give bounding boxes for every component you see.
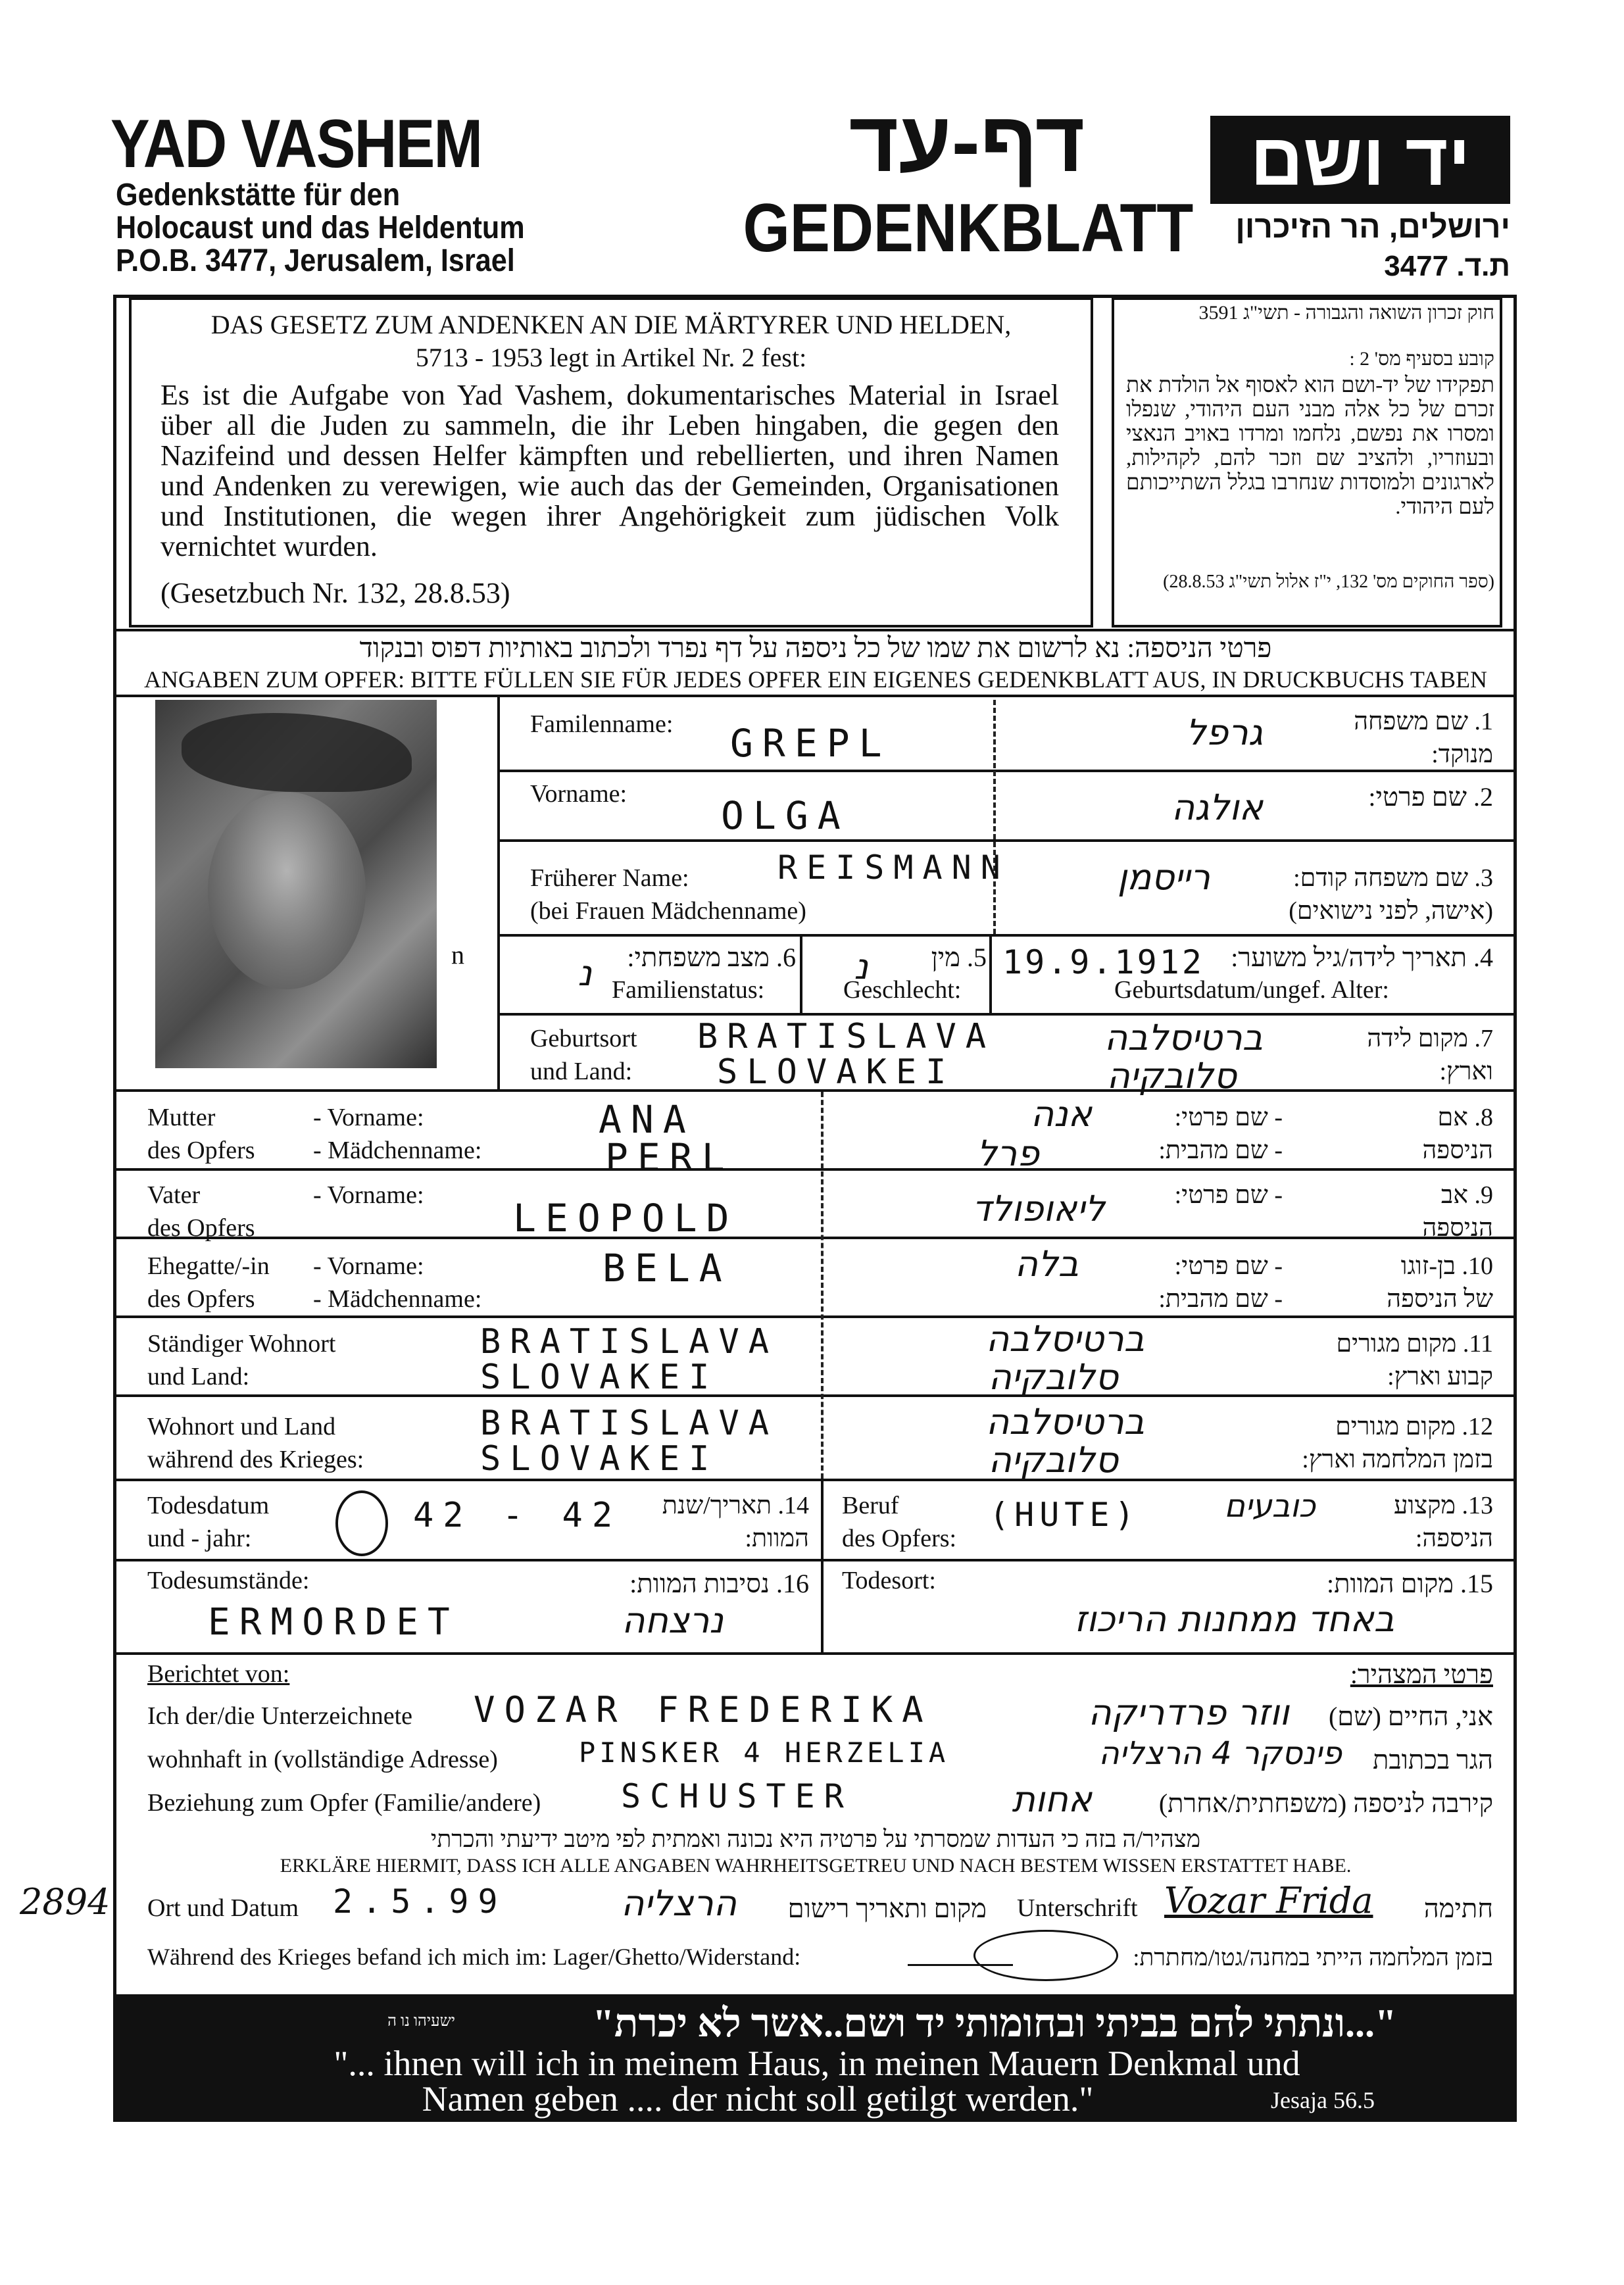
footer-hebrew-ref: ישעיהו נו ה xyxy=(387,2013,455,2030)
f7-value[interactable]: BRATISLAVA xyxy=(697,1017,996,1056)
f14-value[interactable]: 42 - 42 xyxy=(413,1496,622,1535)
reporter-title: Berichtet von: xyxy=(147,1660,290,1688)
camp-label-he: בזמן המלחמה הייתי במחנה/גטו/מחתרת: xyxy=(1133,1944,1493,1971)
f1-label-he: 1. שם משפחה מנוקד: xyxy=(1354,708,1493,768)
f16-label: Todesumstände: xyxy=(147,1567,310,1594)
instructions-german: ANGABEN ZUM OPFER: BITTE FÜLLEN SIE FÜR JEDES OPFER EIN EIGENES GEDENKBLATT AUS, IN DRUCKBUCHS TABEN xyxy=(144,666,1487,693)
reporter-name-label-he: אני, החיים (שם) xyxy=(1328,1702,1493,1731)
photo-cut-letter: n xyxy=(451,940,464,970)
reporter-title-he: פרטי המצהיר: xyxy=(1350,1659,1493,1689)
f5-label: Geschlecht: xyxy=(843,976,962,1004)
org-line-2: Holocaust und das Heldentum xyxy=(116,210,525,245)
f10-value[interactable]: BELA xyxy=(603,1246,731,1290)
f11-value-he[interactable]: ברטיסלבה xyxy=(985,1318,1144,1360)
law-body: Es ist die Aufgabe von Yad Vashem, dokumentarisches Material in Israel über all die Juden zu sammeln, die ihr Leben hingaben, die gegen den Nazifeind und dessen Helfer kämpften und rebellierten, und ihren Namen und Andenken zu verewigen, wie auch das der Gemeinden, Organisationen und Institutionen, die wegen ihrer Angehörigkeit zum jüdischen Volk vernichtet wurden. xyxy=(160,379,1059,562)
place-date-value[interactable]: 2.5.99 xyxy=(333,1882,507,1921)
f8-label: Mutter des Opfers xyxy=(147,1104,255,1164)
f13-label-he: 13. מקצוע הניספה: xyxy=(1394,1492,1493,1552)
signature-label: Unterschrift xyxy=(1017,1894,1138,1922)
law-subtitle: 5713 - 1953 legt in Artikel Nr. 2 fest: xyxy=(415,343,807,372)
f1-value[interactable]: GREPL xyxy=(730,721,891,766)
f14-label: Todesdatum und - jahr: xyxy=(147,1492,270,1552)
org-line-3: P.O.B. 3477, Jerusalem, Israel xyxy=(116,243,515,278)
f1-label: Familenname: xyxy=(530,710,674,738)
f2-label: Vorname: xyxy=(530,780,627,808)
f14-label-he: 14. תאריך/שנת המוות: xyxy=(662,1492,809,1552)
title-german: GEDENKBLATT xyxy=(743,190,1194,266)
f15-label-he: 15. מקום המוות: xyxy=(1326,1569,1493,1598)
law-hebrew-title: חוק זכרון השואה והגבורה - תשי"ג 3591 xyxy=(1198,302,1494,324)
law-source: (Gesetzbuch Nr. 132, 28.8.53) xyxy=(160,577,510,609)
title-hebrew: דף-עד xyxy=(849,93,1085,189)
f9-sublabel-he: - שם פרטי: xyxy=(1174,1181,1283,1209)
f3-value-he[interactable]: רייסמן xyxy=(1117,856,1210,898)
law-title: DAS GESETZ ZUM ANDENKEN AN DIE MÄRTYRER UND HELDEN, xyxy=(210,310,1012,339)
hebrew-pob: ת.ד. 3477 xyxy=(1384,250,1510,282)
camp-label: Während des Krieges befand ich mich im: Lager/Ghetto/Widerstand: xyxy=(147,1944,801,1970)
f9-sublabel: - Vorname: xyxy=(313,1181,424,1209)
logo-hebrew: יד ושם xyxy=(1210,116,1510,204)
f11-value2[interactable]: SLOVAKEI xyxy=(480,1358,719,1397)
f2-label-he: 2. שם פרטי: xyxy=(1368,782,1493,812)
f3-label-he: 3. שם משפחה קודם: (אישה, לפני נישואים) xyxy=(1289,864,1493,925)
f1-value-he[interactable]: גרפל xyxy=(1185,712,1263,753)
f2-value[interactable]: OLGA xyxy=(721,793,850,838)
victim-photo xyxy=(155,700,437,1068)
f7-value-he[interactable]: ברטיסלבה xyxy=(1104,1017,1263,1058)
f6-label: Familienstatus: xyxy=(612,976,765,1004)
reporter-rel-value-he[interactable]: אחות xyxy=(1012,1779,1092,1820)
org-line-1: Gedenkstätte für den xyxy=(116,178,401,212)
f9-label: Vater des Opfers xyxy=(147,1181,255,1242)
f13-label: Beruf des Opfers: xyxy=(842,1492,957,1552)
f8-value[interactable]: ANA xyxy=(599,1097,695,1142)
law-hebrew-sub: קובע בסעיף מס' 2 : xyxy=(1349,348,1494,370)
f8-value-he[interactable]: אנה xyxy=(1031,1093,1092,1135)
reporter-addr-label: wohnhaft in (vollständige Adresse) xyxy=(147,1746,498,1773)
f8-value2[interactable]: PERL xyxy=(605,1135,734,1180)
reporter-addr-label-he: הגר בכתובת xyxy=(1373,1745,1493,1775)
f11-label-he: 11. מקום מגורים קבוע וארץ: xyxy=(1336,1330,1493,1390)
f6-value[interactable]: נ xyxy=(578,952,592,994)
f12-label: Wohnort und Land während des Krieges: xyxy=(147,1413,364,1473)
footer-german-1: "... ihnen will ich in meinem Haus, in meinen Mauern Denkmal und xyxy=(333,2044,1300,2083)
f12-value2[interactable]: SLOVAKEI xyxy=(480,1439,719,1479)
place-date-label: Ort und Datum xyxy=(147,1894,299,1922)
f16-value-he[interactable]: נרצחה xyxy=(622,1600,724,1641)
f12-label-he: 12. מקום מגורים בזמן המלחמה וארץ: xyxy=(1302,1413,1493,1473)
f13-value[interactable]: (HUTE) xyxy=(989,1496,1140,1534)
org-address xyxy=(116,179,525,278)
f12-value[interactable]: BRATISLAVA xyxy=(480,1404,779,1443)
margin-note: 2894 xyxy=(20,1881,111,1923)
f11-value2-he[interactable]: סלובקיה xyxy=(988,1356,1118,1398)
f5-value[interactable]: נ xyxy=(854,946,868,987)
f11-value[interactable]: BRATISLAVA xyxy=(480,1322,779,1362)
instructions-hebrew: פרטי הניספה: נא לרשום את שמו של כל ניספה על דף נפרד ולכתוב באותיות דפוס ובנקוד xyxy=(359,633,1272,664)
place-date-value-he[interactable]: הרצליה xyxy=(621,1882,737,1924)
f10-label: Ehegatte/-in des Opfers xyxy=(147,1252,270,1313)
f2-value-he[interactable]: אולגה xyxy=(1171,787,1263,828)
f4-value[interactable]: 19.9.1912 xyxy=(1002,943,1204,981)
reporter-rel-label: Beziehung zum Opfer (Familie/andere) xyxy=(147,1789,541,1817)
f13-value-he[interactable]: כובעים xyxy=(1224,1488,1316,1525)
f9-value-he[interactable]: ליאופולד xyxy=(972,1188,1105,1229)
f15-value-he[interactable]: באחד ממחנות הריכוז xyxy=(1074,1598,1394,1640)
footer-band xyxy=(113,1994,1517,2122)
f12-value2-he[interactable]: סלובקיה xyxy=(988,1439,1118,1481)
f16-label-he: 16. נסיבות המוות: xyxy=(629,1569,809,1598)
reporter-addr-value-he[interactable]: פינסקר 4 הרצליה xyxy=(1098,1735,1342,1772)
f8-label-he: 8. אם הניספה xyxy=(1422,1104,1493,1164)
f12-value-he[interactable]: ברטיסלבה xyxy=(985,1401,1144,1442)
f11-label: Ständiger Wohnort und Land: xyxy=(147,1330,336,1390)
reporter-name-value[interactable]: VOZAR FREDERIKA xyxy=(474,1689,933,1731)
reporter-addr-value[interactable]: PINSKER 4 HERZELIA xyxy=(579,1736,950,1769)
f9-value[interactable]: LEOPOLD xyxy=(513,1196,739,1241)
declaration-he: מצהיר/ה בזה כי העדות שמסרתי על פרטיה היא נכונה ואמתית לפי מיטב ידיעתי והכרתי xyxy=(430,1826,1201,1852)
f5-label-he: 5. מין xyxy=(931,943,987,972)
law-hebrew-source: (ספר החוקים מס' 132, י"ז אלול תשי"ג 28.8.53) xyxy=(1163,572,1494,592)
signature-value[interactable]: Vozar Frida xyxy=(1164,1880,1373,1921)
reporter-name-label: Ich der/die Unterzeichnete xyxy=(147,1702,412,1730)
f10-value-he[interactable]: בלה xyxy=(1014,1243,1079,1285)
f10-sublabel: - Vorname: - Mädchenname: xyxy=(313,1252,482,1313)
f7-label-he: 7. מקום לידה וארץ: xyxy=(1367,1025,1493,1085)
reporter-rel-label-he: קירבה לניספה (משפחתית/אחרת) xyxy=(1158,1788,1493,1818)
f10-label-he: 10. בן-זוגו של הניספה xyxy=(1387,1252,1493,1313)
f8-sublabel-he: - שם פרטי: - שם מהבית: xyxy=(1158,1104,1283,1164)
footer-ref: Jesaja 56.5 xyxy=(1271,2087,1375,2113)
f15-label: Todesort: xyxy=(842,1567,936,1594)
footer-hebrew: "...ונתתי להם בביתי ובחומותי יד ושם..אשר לא יכרת" xyxy=(592,2002,1397,2045)
f9-label-he: 9. אב הניספה xyxy=(1422,1181,1493,1242)
f8-value2-he[interactable]: פרל xyxy=(977,1133,1039,1174)
f10-sublabel-he: - שם פרטי: - שם מהבית: xyxy=(1158,1252,1283,1313)
f8-sublabel: - Vorname: - Mädchenname: xyxy=(313,1104,482,1164)
f7-value2-he[interactable]: סלובקיה xyxy=(1106,1055,1237,1096)
law-hebrew-body: תפקידו של יד-ושם הוא לאסוף אל הולדת את זכרם של כל אלה מבני העם היהודי, שנפלו ומסרו את נפשם, נלחמו ומרדו באויב הנאצי ובעוזריו, ולהציב שם וזכר להם, לקהילות, לארגונים ולמוסדות שנחרבו בגלל השתייכותם לעם היהודי. xyxy=(1126,374,1494,519)
declaration-de: ERKLÄRE HIERMIT, DASS ICH ALLE ANGABEN WAHRHEITSGETREU UND NACH BESTEM WISSEN ERSTATTET HABE. xyxy=(280,1855,1352,1877)
f3-label: Früherer Name: (bei Frauen Mädchenname) xyxy=(530,864,806,925)
f6-label-he: 6. מצב משפחתי: xyxy=(627,943,796,972)
f7-value2[interactable]: SLOVAKEI xyxy=(717,1052,956,1092)
org-name: YAD VASHEM xyxy=(111,106,482,182)
f4-label-he: 4. תאריך לידה/גיל משוער: xyxy=(1231,943,1493,972)
f3-value[interactable]: REISMANN xyxy=(777,848,1010,887)
signature-label-he: חתימה xyxy=(1423,1894,1493,1923)
place-date-label-he: מקום ותאריך רישום xyxy=(787,1894,987,1923)
hebrew-address: ירושלים, הר הזיכרון xyxy=(1235,210,1510,245)
f14-circle xyxy=(335,1490,388,1556)
f16-value[interactable]: ERMORDET xyxy=(208,1601,459,1644)
f4-label: Geburtsdatum/ungef. Alter: xyxy=(1114,976,1389,1004)
reporter-rel-value[interactable]: SCHUSTER xyxy=(621,1777,853,1815)
footer-german-2: Namen geben .... der nicht soll getilgt werden." xyxy=(422,2079,1094,2119)
f7-label: Geburtsort und Land: xyxy=(530,1025,637,1085)
reporter-name-value-he[interactable]: ווזר פרדריקה xyxy=(1088,1692,1289,1733)
